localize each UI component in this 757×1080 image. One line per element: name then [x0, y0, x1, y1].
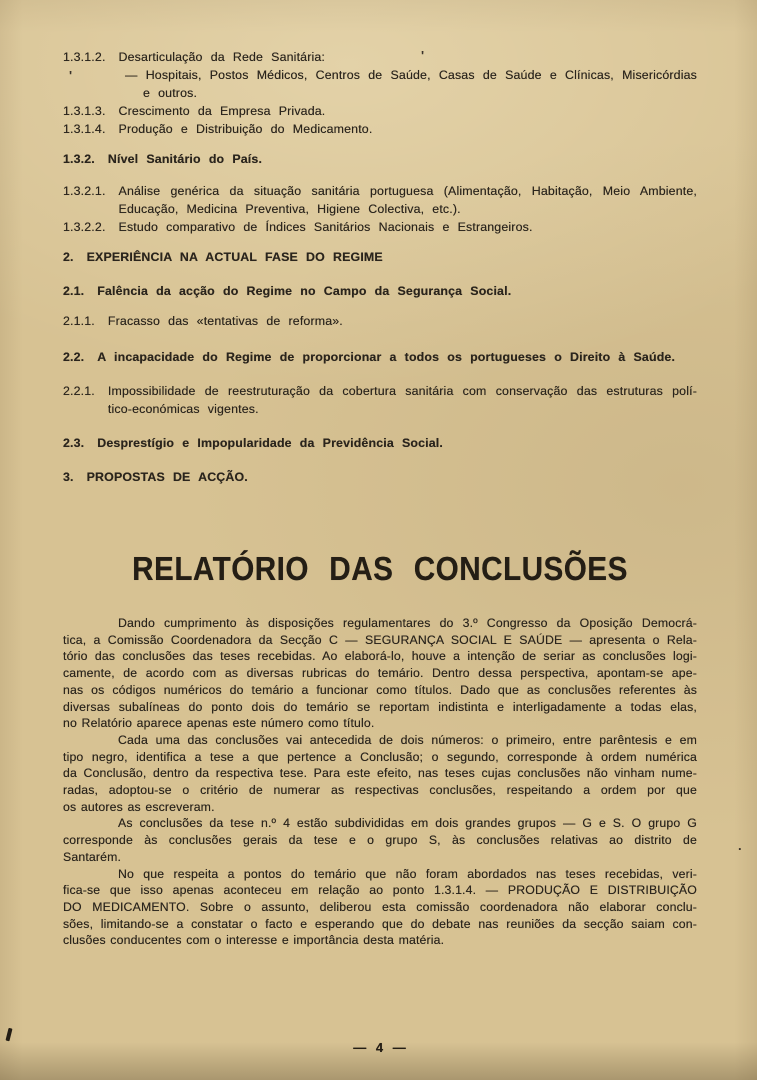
text-line: radas, adoptou-se o critério de numerar as respectivas conclusões, respeitando a ordem por que — [63, 783, 697, 798]
outline-item-number: 1.3.2. — [63, 152, 95, 166]
text-line: tipo negro, identifica a tese a que pertence a Conclusão; o segundo, corresponde à ordem numérica — [63, 749, 697, 764]
agenda-outline — [63, 48, 697, 486]
report-paragraph — [63, 732, 697, 816]
outline-item-text — [97, 348, 697, 366]
ink-speck — [5, 1028, 12, 1041]
text-line: DO MEDICAMENTO. Sobre o assunto, deliberou esta comissão coordenadora não elaborar conclu- — [63, 899, 697, 914]
outline-item-number: 1.3.1.3. — [63, 104, 106, 118]
text-line: Desprestígio e Impopularidade da Previdência Social. — [97, 436, 443, 450]
report-title: RELATÓRIO DAS CONCLUSÕES — [132, 550, 628, 587]
text-line: Crescimento da Empresa Privada. — [118, 104, 326, 118]
outline-item — [63, 182, 697, 218]
report-paragraph — [63, 815, 697, 865]
text-line: da Conclusão, dentro da respectiva tese. Para este efeito, nas teses cujas conclusões não vinham nume- — [63, 766, 697, 781]
text-line: tica, a Comissão Coordenadora da Secção C — SEGURANÇA SOCIAL E SAÚDE — apresenta o Rela- — [63, 632, 697, 647]
text-line: No que respeita a pontos do temário que não foram abordados nas teses recebidas, veri- — [118, 866, 697, 881]
text-line: Dando cumprimento às disposições regulamentares do 3.º Congresso da Oposição Democrá- — [118, 616, 697, 630]
text-line: tico-económicas vigentes. — [107, 402, 259, 416]
page-number: — 4 — — [353, 1040, 407, 1056]
text-line: Educação, Medicina Preventiva, Higiene Colectiva, etc.). — [118, 202, 461, 216]
text-line: os autores as escreveram. — [63, 799, 215, 814]
ink-speck: ' — [421, 48, 425, 63]
text-line: Estudo comparativo de Índices Sanitários Nacionais e Estrangeiros. — [118, 220, 533, 234]
outline-item-number: 1.3.1.2. — [63, 50, 106, 64]
text-line: PROPOSTAS DE ACÇÃO. — [86, 470, 248, 484]
outline-item-number: 3. — [63, 470, 74, 484]
outline-item — [63, 282, 697, 300]
outline-item-text — [108, 382, 697, 418]
outline-item — [63, 348, 697, 366]
text-line: no Relatório aparece apenas este número como título. — [63, 716, 375, 731]
text-line: Falência da acção do Regime no Campo da Segurança Social. — [97, 284, 512, 298]
outline-item-text — [87, 248, 697, 266]
outline-item-text — [108, 312, 697, 330]
text-line: corresponde às conclusões gerais da tese e o grupo S, às conclusões relativas ao distrito de — [63, 833, 697, 848]
outline-item — [63, 468, 697, 486]
text-line: As conclusões da tese n.º 4 estão subdivididas em dois grandes grupos — G e S. O grupo G — [118, 816, 697, 831]
text-line: diversas subalíneas do ponto dois do temário se reportam indistinta e interligadamente a todas elas, — [63, 699, 697, 714]
text-line: sões, limitando-se a constatar o facto e esperando que do debate nas reuniões da secção saiam con- — [63, 916, 697, 931]
outline-item-number: 1.3.2.2. — [63, 220, 106, 234]
outline-item — [63, 102, 697, 120]
outline-item-number: 2.3. — [63, 436, 85, 450]
outline-item-text — [119, 48, 697, 66]
outline-item-number: 2.1. — [63, 284, 85, 298]
text-line: Produção e Distribuição do Medicamento. — [118, 122, 373, 136]
outline-item-text — [125, 66, 697, 102]
outline-item-text — [97, 434, 697, 452]
outline-item — [63, 312, 697, 330]
text-line: EXPERIÊNCIA NA ACTUAL FASE DO REGIME — [86, 250, 383, 264]
text-line: Desarticulação da Rede Sanitária: — [118, 50, 326, 64]
ink-speck: . — [738, 838, 742, 853]
text-line: fica-se que isso apenas aconteceu em relação ao ponto 1.3.1.4. — PRODUÇÃO E DISTRIBUIÇÃO — [63, 883, 697, 898]
outline-item — [63, 248, 697, 266]
text-line: Nível Sanitário do País. — [107, 152, 263, 166]
outline-subitem — [63, 66, 697, 102]
outline-item-number: 1.3.1.4. — [63, 122, 106, 136]
outline-item-number: 2. — [63, 250, 74, 264]
outline-item-number: 2.1.1. — [63, 314, 95, 328]
text-line: Cada uma das conclusões vai antecedida de dois números: o primeiro, entre parêntesis e em — [118, 732, 697, 747]
outline-item-number: 1.3.2.1. — [63, 184, 106, 198]
outline-item-text — [119, 102, 697, 120]
text-line: tório das conclusões das teses recebidas. Ao elaborá-lo, houve a intenção de seriar as conclusões logi- — [63, 649, 697, 664]
outline-item-number: 2.2.1. — [63, 384, 95, 398]
outline-item-text — [87, 468, 697, 486]
text-line: Impossibilidade de reestruturação da cobertura sanitária com conservação das estruturas polí- — [107, 384, 697, 398]
page-content — [63, 0, 697, 1055]
text-line: — Hospitais, Postos Médicos, Centros de Saúde, Casas de Saúde e Clínicas, Misericórdias — [125, 68, 697, 82]
text-line: e outros. — [143, 86, 198, 100]
text-line: Fracasso das «tentativas de reforma». — [107, 314, 343, 328]
text-line: clusões conducentes com o interesse e importância desta matéria. — [63, 933, 445, 948]
outline-item — [63, 120, 697, 138]
text-line: camente, de acordo com as diversas rubricas do temário. Dentro dessa perspectiva, apontam-se ape- — [63, 666, 697, 681]
outline-item-text — [119, 218, 697, 236]
report-paragraph — [63, 615, 697, 732]
text-line: A incapacidade do Regime de proporcionar a todos os portugueses o Direito à Saúde. — [97, 350, 676, 364]
outline-item-text — [119, 182, 697, 218]
report-paragraph — [63, 866, 697, 950]
outline-item — [63, 218, 697, 236]
outline-item — [63, 48, 697, 66]
outline-item — [63, 434, 697, 452]
outline-item-text — [108, 150, 697, 168]
text-line: nas os códigos numéricos do temário a funcionar como títulos. Dado que as conclusões referentes às — [63, 682, 697, 697]
outline-item-number: 2.2. — [63, 350, 85, 364]
text-line: Análise genérica da situação sanitária portuguesa (Alimentação, Habitação, Meio Ambiente, — [118, 184, 697, 198]
outline-item — [63, 382, 697, 418]
outline-item-text — [97, 282, 697, 300]
ink-speck: ' — [69, 68, 73, 83]
report-body — [63, 615, 697, 949]
text-line: Santarém. — [63, 849, 122, 864]
outline-item — [63, 150, 697, 168]
outline-item-text — [119, 120, 697, 138]
